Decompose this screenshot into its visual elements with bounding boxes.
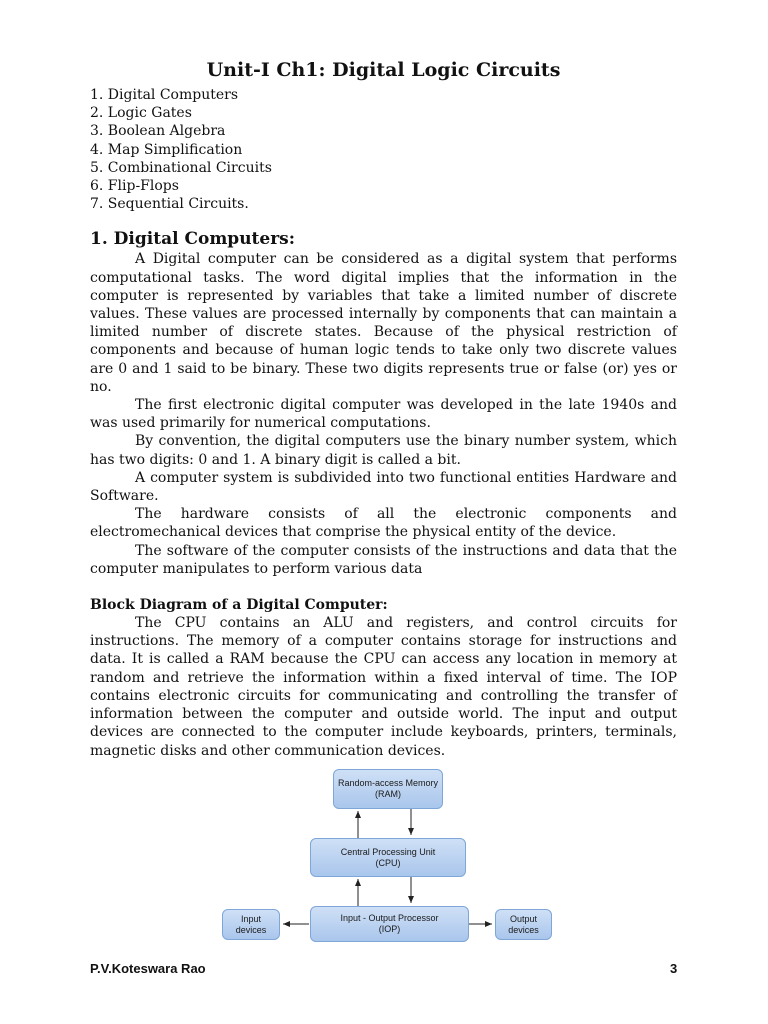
toc-item: 4. Map Simplification — [90, 141, 243, 158]
input-sublabel: devices — [235, 924, 267, 935]
paragraph: A Digital computer can be considered as a digital system that performs computational tasks. The word digital implies that the information in the computer is represented by variables that take a limited number of discrete values. These values are processed internally by components that can maintain a limited number of discrete states. Because of the physical restriction of components and because of human logic tends to take only two discrete values are 0 and 1 said to be binary. These two digits represents true or false (or) yes or no. — [90, 251, 677, 395]
table-of-contents — [90, 86, 677, 213]
output-sublabel: devices — [508, 924, 539, 935]
ram-box — [333, 769, 443, 809]
paragraph: The first electronic digital computer was developed in the late 1940s and was used primarily for numerical computations. — [90, 397, 677, 432]
input-label: Input — [240, 913, 262, 924]
paragraph: By convention, the digital computers use the binary number system, which has two digits: 0 and 1. A binary digit is called a bit. — [90, 433, 677, 468]
paragraph: The software of the computer consists of the instructions and data that the computer manipulates to perform various data — [90, 542, 677, 577]
cpu-abbrev: (CPU) — [375, 857, 401, 868]
footer-page-number: 3 — [670, 961, 678, 976]
iop-box — [310, 906, 469, 942]
iop-label: Input - Output Processor — [340, 913, 439, 923]
toc-item: 3. Boolean Algebra — [90, 123, 226, 140]
section-heading-digital-computers: 1. Digital Computers: — [90, 229, 296, 250]
block-diagram-heading: Block Diagram of a Digital Computer: — [90, 597, 388, 614]
output-devices-box — [495, 909, 552, 940]
toc-item: 2. Logic Gates — [90, 105, 192, 122]
iop-abbrev: (IOP) — [378, 924, 401, 934]
toc-item: 5. Combinational Circuits — [90, 159, 272, 176]
page-title: Unit-I Ch1: Digital Logic Circuits — [206, 59, 561, 81]
paragraph: The hardware consists of all the electronic components and electromechanical devices that comprise the physical entity of the device. — [90, 506, 677, 541]
toc-item: 1. Digital Computers — [90, 87, 239, 103]
toc-item: 6. Flip-Flops — [90, 178, 179, 195]
cpu-label: Central Processing Unit — [340, 846, 436, 857]
page-content — [90, 58, 677, 760]
input-devices-box — [222, 909, 280, 940]
output-label: Output — [509, 913, 538, 924]
ram-label: Random-access Memory — [337, 778, 439, 788]
paragraph: The CPU contains an ALU and registers, and control circuits for instructions. The memory of a computer contains storage for instructions and data. It is called a RAM because the CPU can access any location in memory at random and retrieve the information within a fixed interval of time. The IOP contains electronic circuits for communicating and controlling the transfer of information between the computer and outside world. The input and output devices are connected to the computer include keyboards, printers, terminals, magnetic disks and other communication devices. — [90, 615, 677, 759]
paragraph: A computer system is subdivided into two functional entities Hardware and Software. — [90, 469, 677, 505]
footer-author: P.V.Koteswara Rao — [90, 961, 206, 976]
toc-item: 7. Sequential Circuits. — [90, 196, 249, 213]
cpu-box — [310, 838, 466, 877]
ram-abbrev: (RAM) — [375, 789, 401, 799]
